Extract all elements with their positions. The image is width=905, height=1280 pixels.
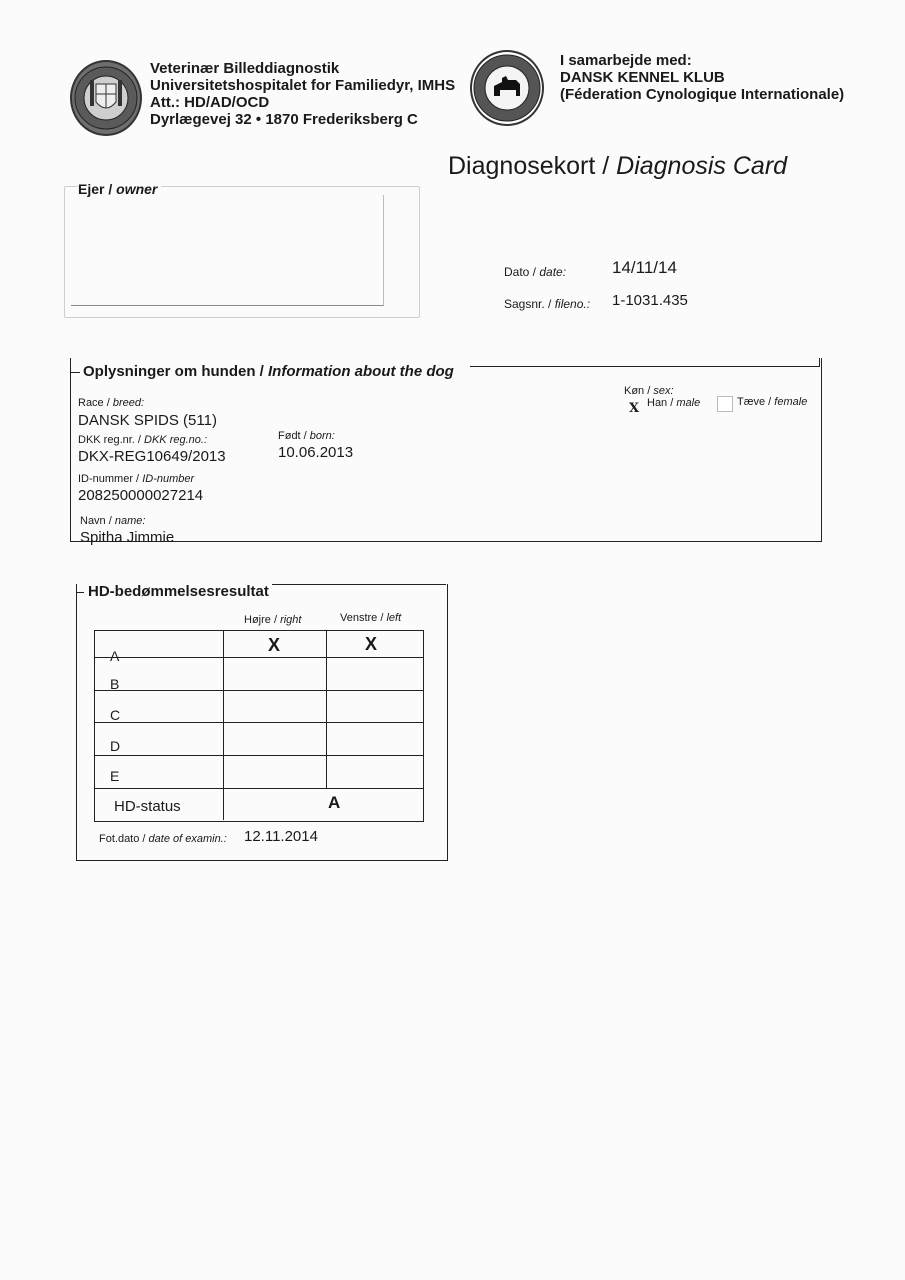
partner-name: DANSK KENNEL KLUB <box>560 69 725 86</box>
exam-date-value: 12.11.2014 <box>244 828 318 845</box>
institution-attention: Att.: HD/AD/OCD <box>150 94 270 111</box>
dansk-kennel-klub-logo-icon <box>470 50 544 126</box>
dog-name-label: Navn / name: <box>80 515 146 527</box>
hd-status-label: HD-status <box>114 798 181 815</box>
exam-date-label: Fot.dato / date of examin.: <box>99 833 227 845</box>
breed-label: Race / breed: <box>78 397 145 409</box>
owner-field[interactable] <box>71 195 384 306</box>
table-row-divider <box>94 788 424 789</box>
dog-name-value: Spitha Jimmie <box>80 529 175 546</box>
grade-row-label-d: D <box>110 738 121 754</box>
hd-result-box-border <box>272 584 446 585</box>
institution-hospital: Universitetshospitalet for Familiedyr, IMHS <box>150 77 456 94</box>
sex-label: Køn / sex: <box>624 385 674 397</box>
left-column-header: Venstre / left <box>340 612 402 624</box>
table-row-divider <box>94 755 424 756</box>
male-checkbox-mark[interactable]: X <box>629 401 640 416</box>
born-value: 10.06.2013 <box>278 444 354 461</box>
grade-row-label-c: C <box>110 707 121 723</box>
table-column-divider <box>223 630 224 820</box>
partner-federation: (Féderation Cynologique Internationale) <box>560 86 845 103</box>
institution-name: Veterinær Billeddiagnostik <box>150 60 340 77</box>
grade-row-label-e: E <box>110 768 120 784</box>
breed-value: DANSK SPIDS (511) <box>78 412 217 429</box>
id-number-label: ID-nummer / ID-number <box>78 473 195 485</box>
dog-info-box-border <box>70 372 80 373</box>
dog-info-box-border <box>819 358 820 366</box>
male-label: Han / male <box>647 397 701 409</box>
grade-row-label-a: A <box>110 648 120 664</box>
page-title: Diagnosekort / Diagnosis Card <box>448 152 788 180</box>
hd-section-title: HD-bedømmelsesresultat <box>88 583 269 600</box>
table-row-divider <box>94 690 424 691</box>
date-label: Dato / date: <box>504 265 567 279</box>
institution-address: Dyrlægevej 32 • 1870 Frederiksberg C <box>150 111 418 128</box>
left-grade-mark: X <box>365 634 378 654</box>
file-number-value: 1-1031.435 <box>612 292 688 309</box>
hd-status-value: A <box>328 793 341 812</box>
grade-row-label-b: B <box>110 676 120 692</box>
born-label: Født / born: <box>278 430 335 442</box>
table-row-divider <box>94 657 424 658</box>
reg-number-label: DKK reg.nr. / DKK reg.no.: <box>78 434 208 446</box>
dog-info-box-border <box>470 366 820 367</box>
date-value: 14/11/14 <box>612 258 677 277</box>
female-label: Tæve / female <box>737 396 808 408</box>
university-seal-icon <box>70 60 142 136</box>
table-row-divider <box>94 722 424 723</box>
file-number-label: Sagsnr. / fileno.: <box>504 297 591 311</box>
female-checkbox[interactable] <box>717 396 733 412</box>
hd-grade-table <box>94 630 424 822</box>
dog-section-title: Oplysninger om hunden / Information about the dog <box>83 363 454 380</box>
id-number-value: 208250000027214 <box>78 487 204 504</box>
table-column-divider <box>326 630 327 788</box>
right-grade-mark: X <box>268 635 281 655</box>
reg-number-value: DKX-REG10649/2013 <box>78 448 226 465</box>
hd-result-box-border <box>76 592 84 593</box>
right-column-header: Højre / right <box>244 614 302 626</box>
partner-intro: I samarbejde med: <box>560 52 692 69</box>
owner-label: Ejer / owner <box>78 181 161 197</box>
